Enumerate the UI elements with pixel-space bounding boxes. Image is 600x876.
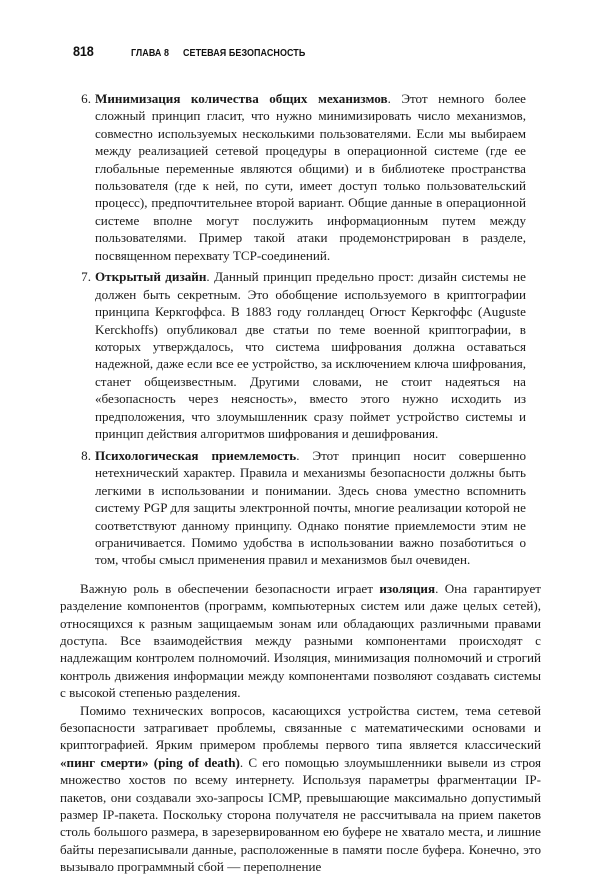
- running-head: [73, 44, 540, 60]
- body-paragraph: [60, 702, 541, 876]
- paragraph-emphasis: изоляция: [379, 580, 436, 596]
- list-item: [60, 268, 526, 442]
- list-item: [60, 447, 526, 569]
- list-item-text: . Данный принцип предельно прост: дизайн системы не должен быть секретным. Это обобщение используемого в криптографии принципа Керкгоффса. В 1883 году голландец Огюст Керкгоффс (Auguste Kerckhoffs) опубликовал две статьи по теме военной криптографии, в которых утверждалось, что система шифрования должна оставаться надежной, даже если все ее устройство, за исключением ключа шифрования, станет общеизвестным. Другими словами, не стоит надеяться на «безопасность через неясность», вместо этого нужно исходить из предположения, что злоумышленник сразу поймет устройство системы и принцип действия алгоритмов шифрования и дешифрования.: [95, 269, 526, 442]
- chapter-title: СЕТЕВАЯ БЕЗОПАСНОСТЬ: [183, 48, 306, 59]
- chapter-label: ГЛАВА 8: [130, 48, 170, 59]
- list-item-term: Открытый дизайн: [95, 269, 207, 285]
- list-item-term: Психологическая приемлемость: [95, 447, 297, 463]
- page-number: 818: [73, 44, 94, 59]
- list-item-marker: 8.: [81, 447, 91, 463]
- numbered-principles-list: [0, 90, 600, 569]
- list-item: [60, 90, 526, 264]
- paragraph-lead: Помимо технических вопросов, касающихся устройства систем, тема сетевой безопасности затрагивает проблемы, связанные с математическими основами и криптографией. Ярким примером проблемы первого типа является классический: [60, 702, 541, 753]
- list-item-term: Минимизация количества общих механизмов: [95, 91, 388, 106]
- paragraph-lead: Важную роль в обеспечении безопасности играет: [80, 580, 380, 596]
- paragraph-tail: . Она гарантирует разделение компонентов (программ, компьютерных систем или даже целых сетей), относящихся к разным защищаемым зонам или обладающих различными правами доступа. Все взаимодействия между разными компонентами происходят с надлежащим контролем полномочий. Изоляция, минимизация полномочий и строгий контроль движения информации между компонентами позволяют создавать системы с высокой степенью разделения.: [60, 580, 541, 701]
- list-item-marker: 6.: [81, 91, 91, 106]
- paragraph-tail: . С его помощью злоумышленники вывели из строя множество хостов по всему интернету. Используя параметры фрагментации IP-пакетов, они создавали эхо-запросы ICMP, превышающие максимально допустимый размер IP-пакета. Поскольку сторона получателя не рассчитывала на прием пакетов столь большого размера, в зарезервированном ею буфере не хватало места, и лишние байты перезаписывали данные, расположенные в памяти после буфера. Конечно, это вызывало программный сбой — переполнение: [60, 754, 541, 875]
- paragraph-emphasis: «пинг смерти» (ping of death): [60, 754, 240, 770]
- body-paragraph: [60, 580, 541, 702]
- page-body: [0, 90, 600, 876]
- list-item-marker: 7.: [81, 269, 91, 285]
- list-item-text: . Этот принцип носит совершенно нетехнический характер. Правила и механизмы безопасности должны быть легкими в использовании и понимании. Здесь снова уместно вспомнить систему PGP для защиты электронной почты, многие реализации которой не соответствуют данному принципу. Однако понятие приемлемости этим не ограничивается. Помимо удобства в использовании важно позаботиться о том, чтобы смысл применения правил и механизмов был очевиден.: [95, 447, 526, 568]
- list-item-text: . Этот немного более сложный принцип гласит, что нужно минимизировать число механизмов, совместно используемых несколькими пользователями. Если мы выбираем между реализацией сетевой процедуры в операционной системе (где ее глобальные переменные являются общими) и в библиотеке пространства пользователя (где к ней, по сути, имеет доступ только пользовательский процесс), предпочтительнее второй вариант. Общие данные в операционной системе вполне могут послужить информационным путем между пользователями. Пример такой атаки продемонстрирован в разделе, посвященном перехвату TCP-соединений.: [95, 91, 526, 263]
